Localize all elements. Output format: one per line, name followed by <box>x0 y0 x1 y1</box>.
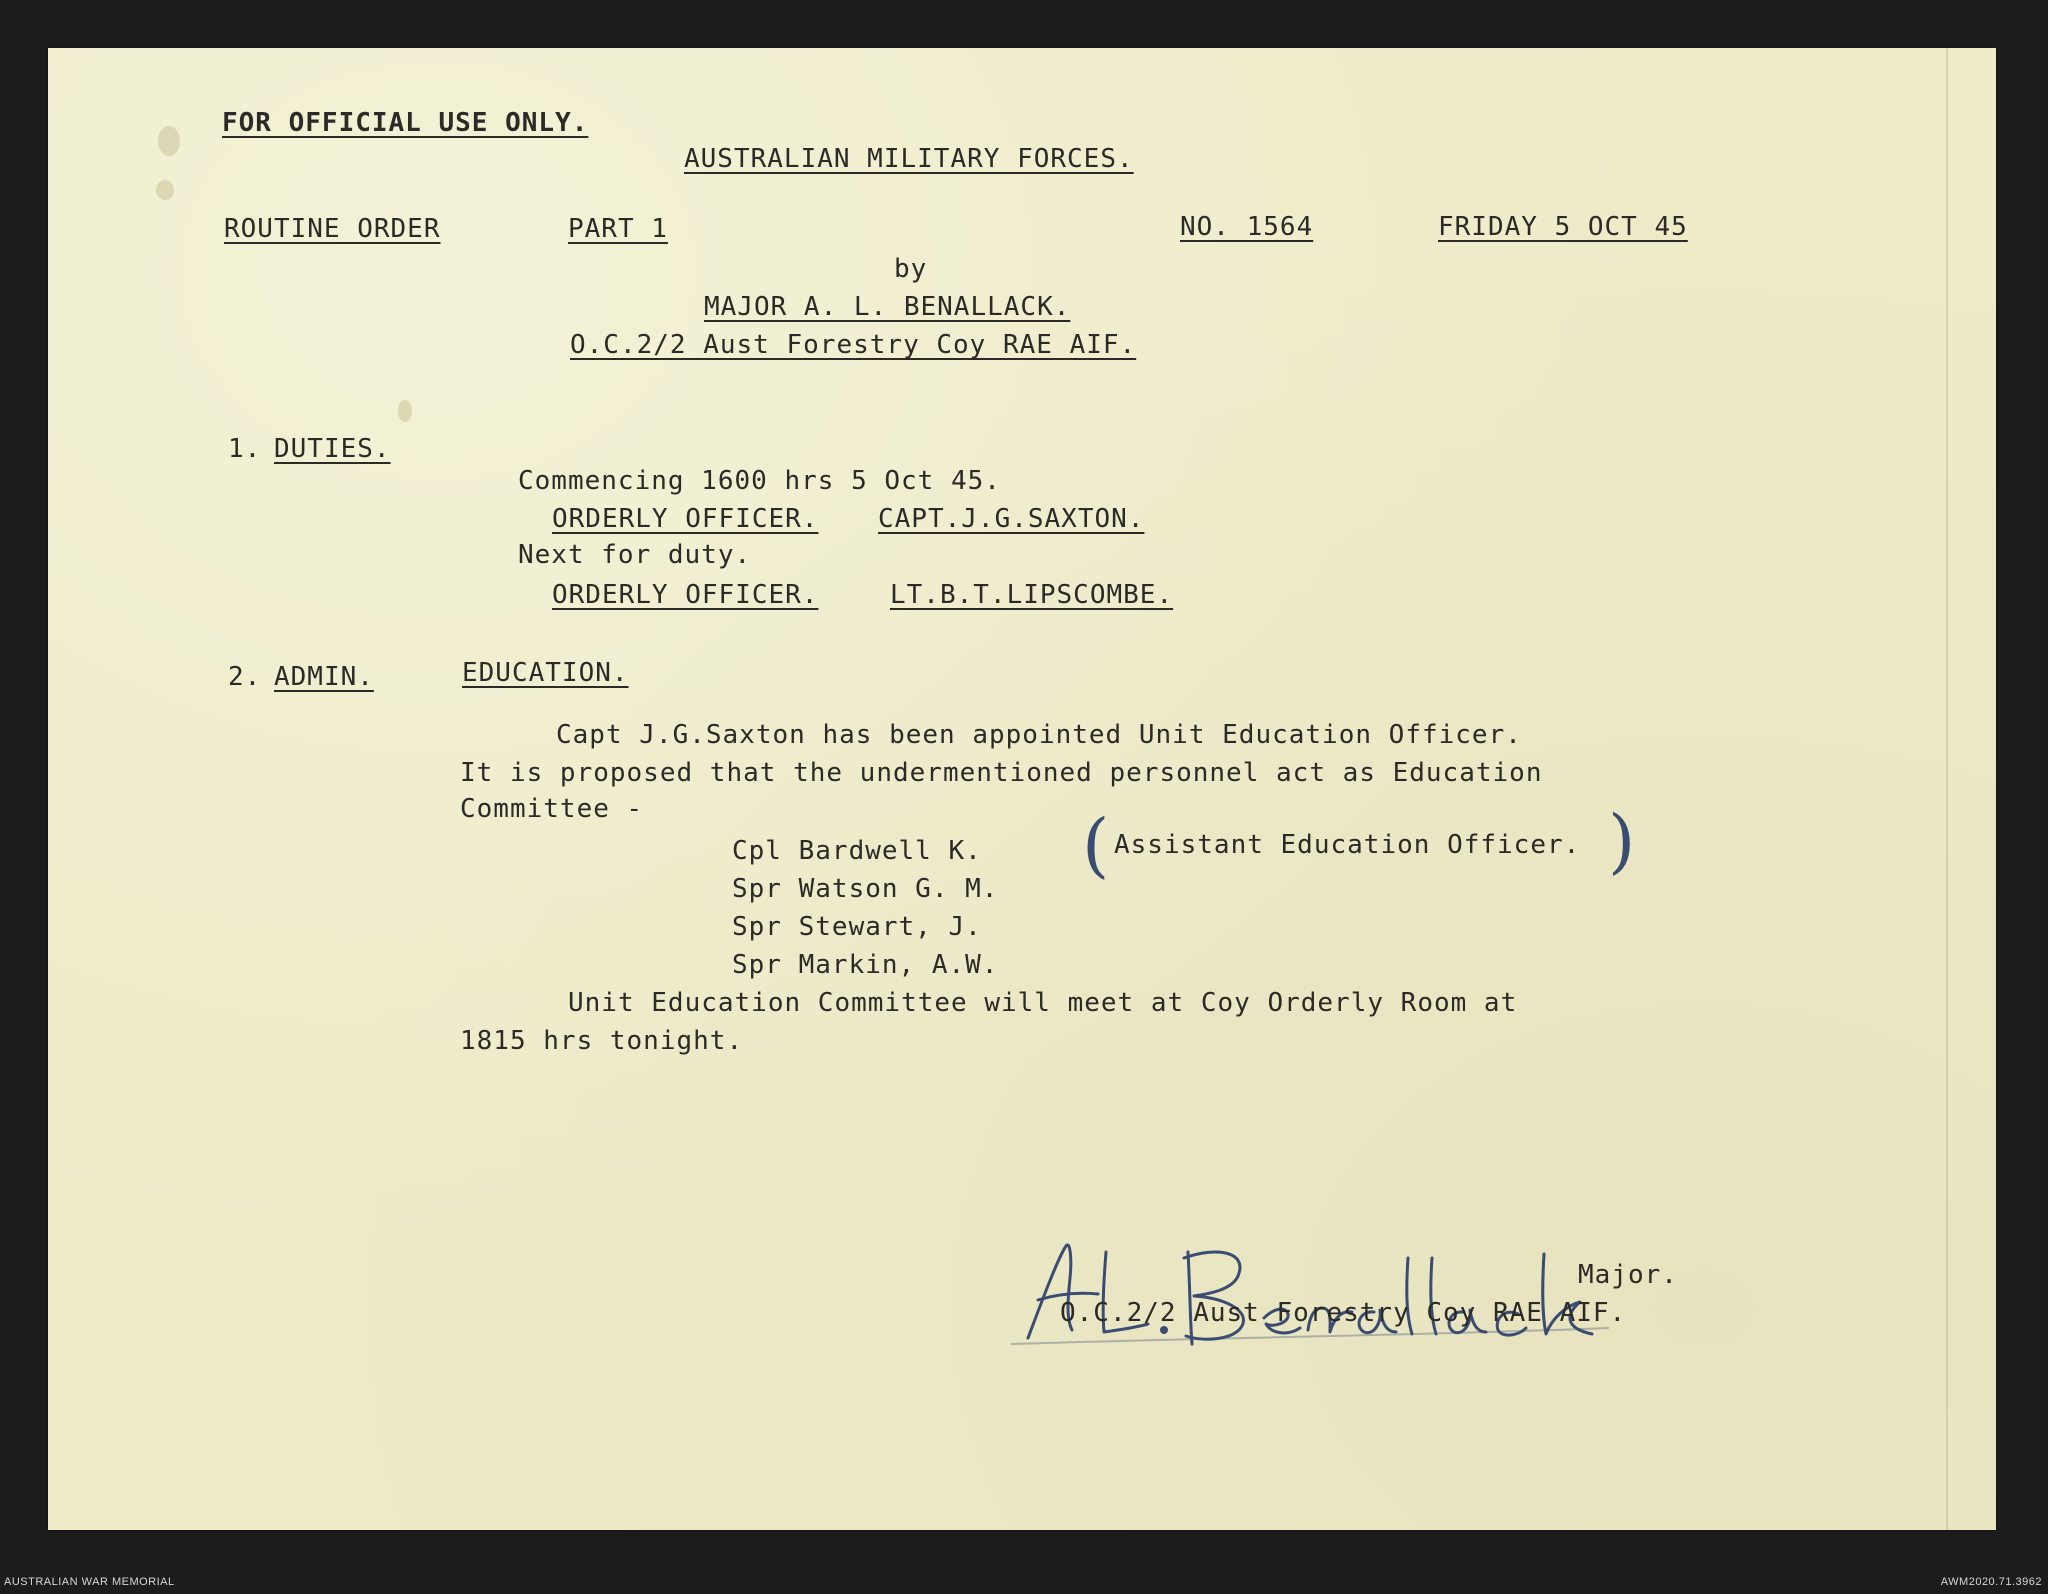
next-orderly-officer-role: ORDERLY OFFICER. <box>552 580 819 610</box>
by-label: by <box>894 254 928 284</box>
footer-accession-number: AWM2020.71.3962 <box>1940 1576 2042 1588</box>
education-line-1: Capt J.G.Saxton has been appointed Unit Education Officer. <box>556 720 1522 750</box>
committee-member: Cpl Bardwell K. <box>732 836 982 866</box>
officer-unit: O.C.2/2 Aust Forestry Coy RAE AIF. <box>570 330 1137 360</box>
next-for-duty: Next for duty. <box>518 540 752 570</box>
section-2-number: 2. <box>228 662 262 692</box>
committee-member: Spr Watson G. M. <box>732 874 999 904</box>
order-date: FRIDAY 5 OCT 45 <box>1438 212 1688 242</box>
paper-fold <box>1946 48 1948 1530</box>
part-label: PART 1 <box>568 214 668 244</box>
duty-commencing: Commencing 1600 hrs 5 Oct 45. <box>518 466 1001 496</box>
officer-name: MAJOR A. L. BENALLACK. <box>704 292 1071 322</box>
signatory-unit: O.C.2/2 Aust Forestry Coy RAE AIF. <box>1060 1298 1627 1328</box>
order-number: NO. 1564 <box>1180 212 1314 242</box>
orderly-officer-role: ORDERLY OFFICER. <box>552 504 819 534</box>
classification-heading: FOR OFFICIAL USE ONLY. <box>222 108 589 138</box>
paper-damage <box>158 126 180 156</box>
next-orderly-officer-name: LT.B.T.LIPSCOMBE. <box>890 580 1174 610</box>
paper-damage <box>398 400 412 422</box>
signatory-rank: Major. <box>1578 1260 1678 1290</box>
meeting-line-1: Unit Education Committee will meet at Coy Orderly Room at <box>568 988 1518 1018</box>
meeting-line-2: 1815 hrs tonight. <box>460 1026 744 1056</box>
handwritten-signature <box>988 1218 1628 1358</box>
section-2-heading: ADMIN. <box>274 662 374 692</box>
handwritten-bracket-close: ) <box>1608 800 1636 882</box>
footer-archive-label: AUSTRALIAN WAR MEMORIAL <box>4 1576 175 1588</box>
routine-order-label: ROUTINE ORDER <box>224 214 441 244</box>
section-2-subheading: EDUCATION. <box>462 658 629 688</box>
committee-member: Spr Markin, A.W. <box>732 950 999 980</box>
document-paper <box>48 48 1996 1530</box>
organisation-heading: AUSTRALIAN MILITARY FORCES. <box>684 144 1134 174</box>
education-line-2: It is proposed that the undermentioned personnel act as Education <box>460 758 1543 788</box>
section-1-heading: DUTIES. <box>274 434 391 464</box>
education-line-3: Committee - <box>460 794 644 824</box>
paper-damage <box>156 180 174 200</box>
committee-member: Spr Stewart, J. <box>732 912 982 942</box>
handwritten-bracket-open: ( <box>1082 804 1110 886</box>
committee-member-note: Assistant Education Officer. <box>1114 830 1581 860</box>
orderly-officer-name: CAPT.J.G.SAXTON. <box>878 504 1145 534</box>
section-1-number: 1. <box>228 434 262 464</box>
